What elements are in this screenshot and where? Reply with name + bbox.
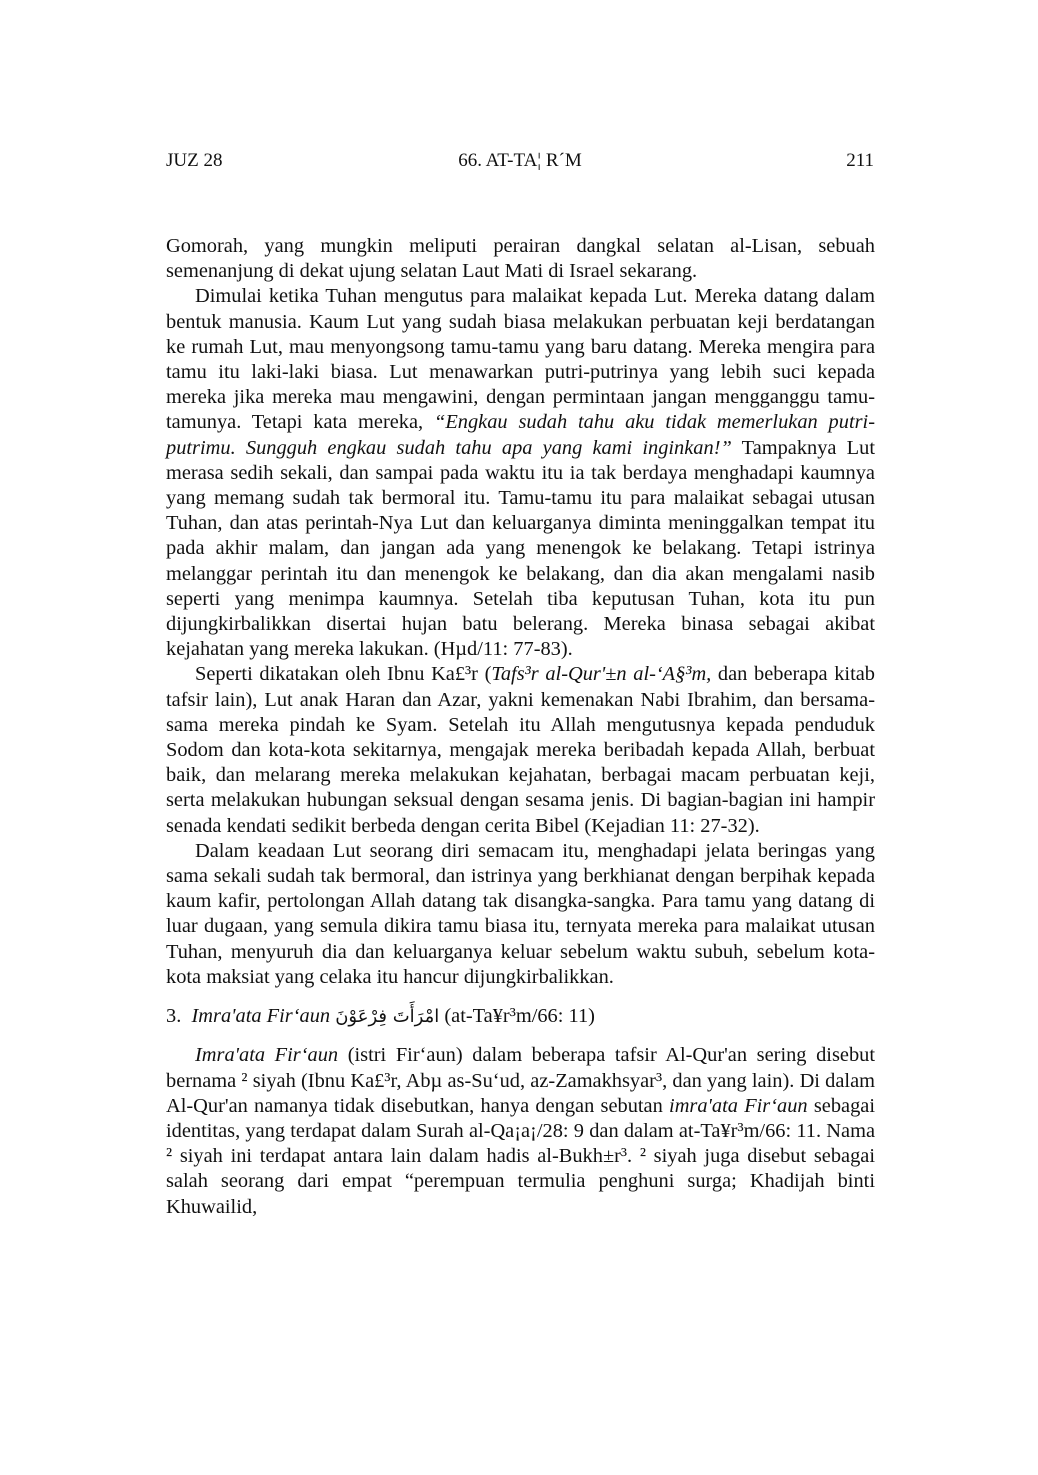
paragraph-text: Tampaknya Lut merasa sedih sekali, dan sampai pada waktu itu ia tak berdaya menghadapi kaumnya yang memang sudah tak bermoral itu. Tamu-tamu itu para malaikat sebagai utusan Tuhan, dan atas perintah-Nya Lut dan keluarganya diminta meninggalkan tempat itu pada akhir malam, dan jangan ada yang menengok ke belakang. Tetapi istrinya melanggar perintah itu dan menengok ke belakang, dan dia akan mengalami nasib seperti yang menimpa kaumnya. Setelah tiba keputusan Tuhan, kota itu pun dijungkirbalikkan disertai hujan batu belerang. Mereka binasa sebagai akibat kejahatan yang mereka lakukan. (Hµd/11: 77-83). — [166, 436, 875, 661]
juz-label: JUZ 28 — [166, 150, 223, 171]
quote-text: “Engkau sudah tahu aku tidak memerlukan putri-putrimu. Sungguh engkau sudah tahu apa yang kami inginkan!” — [166, 411, 875, 459]
section-reference: (at-Ta¥r³m/66: 11) — [444, 1005, 595, 1028]
paragraph-text: Dimulai ketika Tuhan mengutus para malaikat kepada Lut. Mereka datang dalam bentuk manusia. Kaum Lut yang sudah biasa melakukan perbuatan keji berdatangan ke rumah Lut, mau menyongsong tamu-tamu yang baru datang. Mereka mengira para tamu itu laki-laki biasa. Lut menawarkan putri-putrinya yang lebih suci kepada mereka jika mereka mau mengawini, dengan permintaan jangan mengganggu tamu-tamunya. Tetapi kata mereka, — [166, 285, 875, 434]
paragraph-text: Dalam keadaan Lut seorang diri semacam itu, menghadapi jelata beringas yang sama sekali sudah tak bermoral, dan istrinya yang berkhianat dengan berpihak kepada kaum kafir, pertolongan Allah datang tak disangka-sangka. Para tamu yang datang di luar dugaan, yang semula dikira tamu biasa itu, ternyata mereka para malaikat utusan Tuhan, menyuruh dia dan keluarganya keluar sebelum waktu subuh, sebelum kota-kota maksiat yang celaka itu hancur dijungkirbalikkan. — [166, 839, 875, 988]
term-text: imra'ata Fir‘aun — [669, 1094, 808, 1117]
running-header — [166, 146, 874, 176]
paragraph-text: Gomorah, yang mungkin meliputi perairan dangkal selatan al-Lisan, sebuah semenanjung di dekat ujung selatan Laut Mati di Israel sekarang. — [166, 235, 875, 283]
paragraph-lut-story — [166, 284, 875, 662]
section-title: Imra'ata Fir‘aun — [191, 1005, 331, 1028]
paragraph-text: dan beberapa kitab tafsir lain), Lut anak Haran dan Azar, yakni kemenakan Nabi Ibrahim, dan bersama-sama mereka pindah ke Syam. Setelah itu Allah mengutusnya kepada penduduk Sodom dan kota-kota sekitarnya, mengajak mereka beribadah kepada Allah, berbuat baik, dan melarang mereka melakukan kejahatan, berbagai macam perbuatan keji, serta melakukan hubungan seksual dengan sesama jenis. Di bagian-bagian ini hampir senada kendati sedikit berbeda dengan cerita Bibel (Kejadian 11: 27-32). — [166, 663, 876, 837]
surah-title: 66. AT-TA¦ R´M — [458, 150, 582, 171]
paragraph-text: sebagai identitas, yang terdapat dalam Surah al-Qa¡a¡/28: 9 dan dalam at-Ta¥r³m/66: 11. Nama ² siyah ini terdapat antara lain dalam hadis al-Bukh±r³. ² siyah juga disebut sebagai salah seorang dari empat “perempuan termulia penghuni surga; Khadijah binti Khuwailid, — [166, 1094, 875, 1218]
spacer — [166, 990, 875, 1004]
term-text: Imra'ata Fir‘aun — [195, 1044, 339, 1067]
paragraph-text: Seperti dikatakan oleh Ibnu Ka£³r ( — [195, 663, 492, 686]
section-number: 3. — [166, 1005, 182, 1028]
spacer — [166, 1029, 875, 1043]
paragraph-lut-alone — [166, 839, 875, 990]
body-text — [166, 234, 875, 1220]
arabic-text: امْرَأَتَ فِرْعَوْنَ — [335, 1006, 440, 1028]
paragraph-ibnu-katsir — [166, 662, 875, 838]
page-number: 211 — [846, 150, 874, 171]
book-title: Tafs³r al-Qur'±n al-‘A§³m, — [491, 663, 712, 686]
section-heading — [166, 1004, 875, 1029]
paragraph-gomorah — [166, 234, 875, 284]
paragraph-text: (istri Fir‘aun) dalam beberapa tafsir Al-Qur'an sering disebut bernama ² siyah (Ibnu Ka£³r, Abµ as-Su‘ud, az-Zamakhsyar³, dan yang lain). Di dalam Al-Qur'an namanya tidak disebutkan, hanya dengan sebutan — [166, 1044, 876, 1117]
paragraph-asiyah — [166, 1043, 875, 1219]
